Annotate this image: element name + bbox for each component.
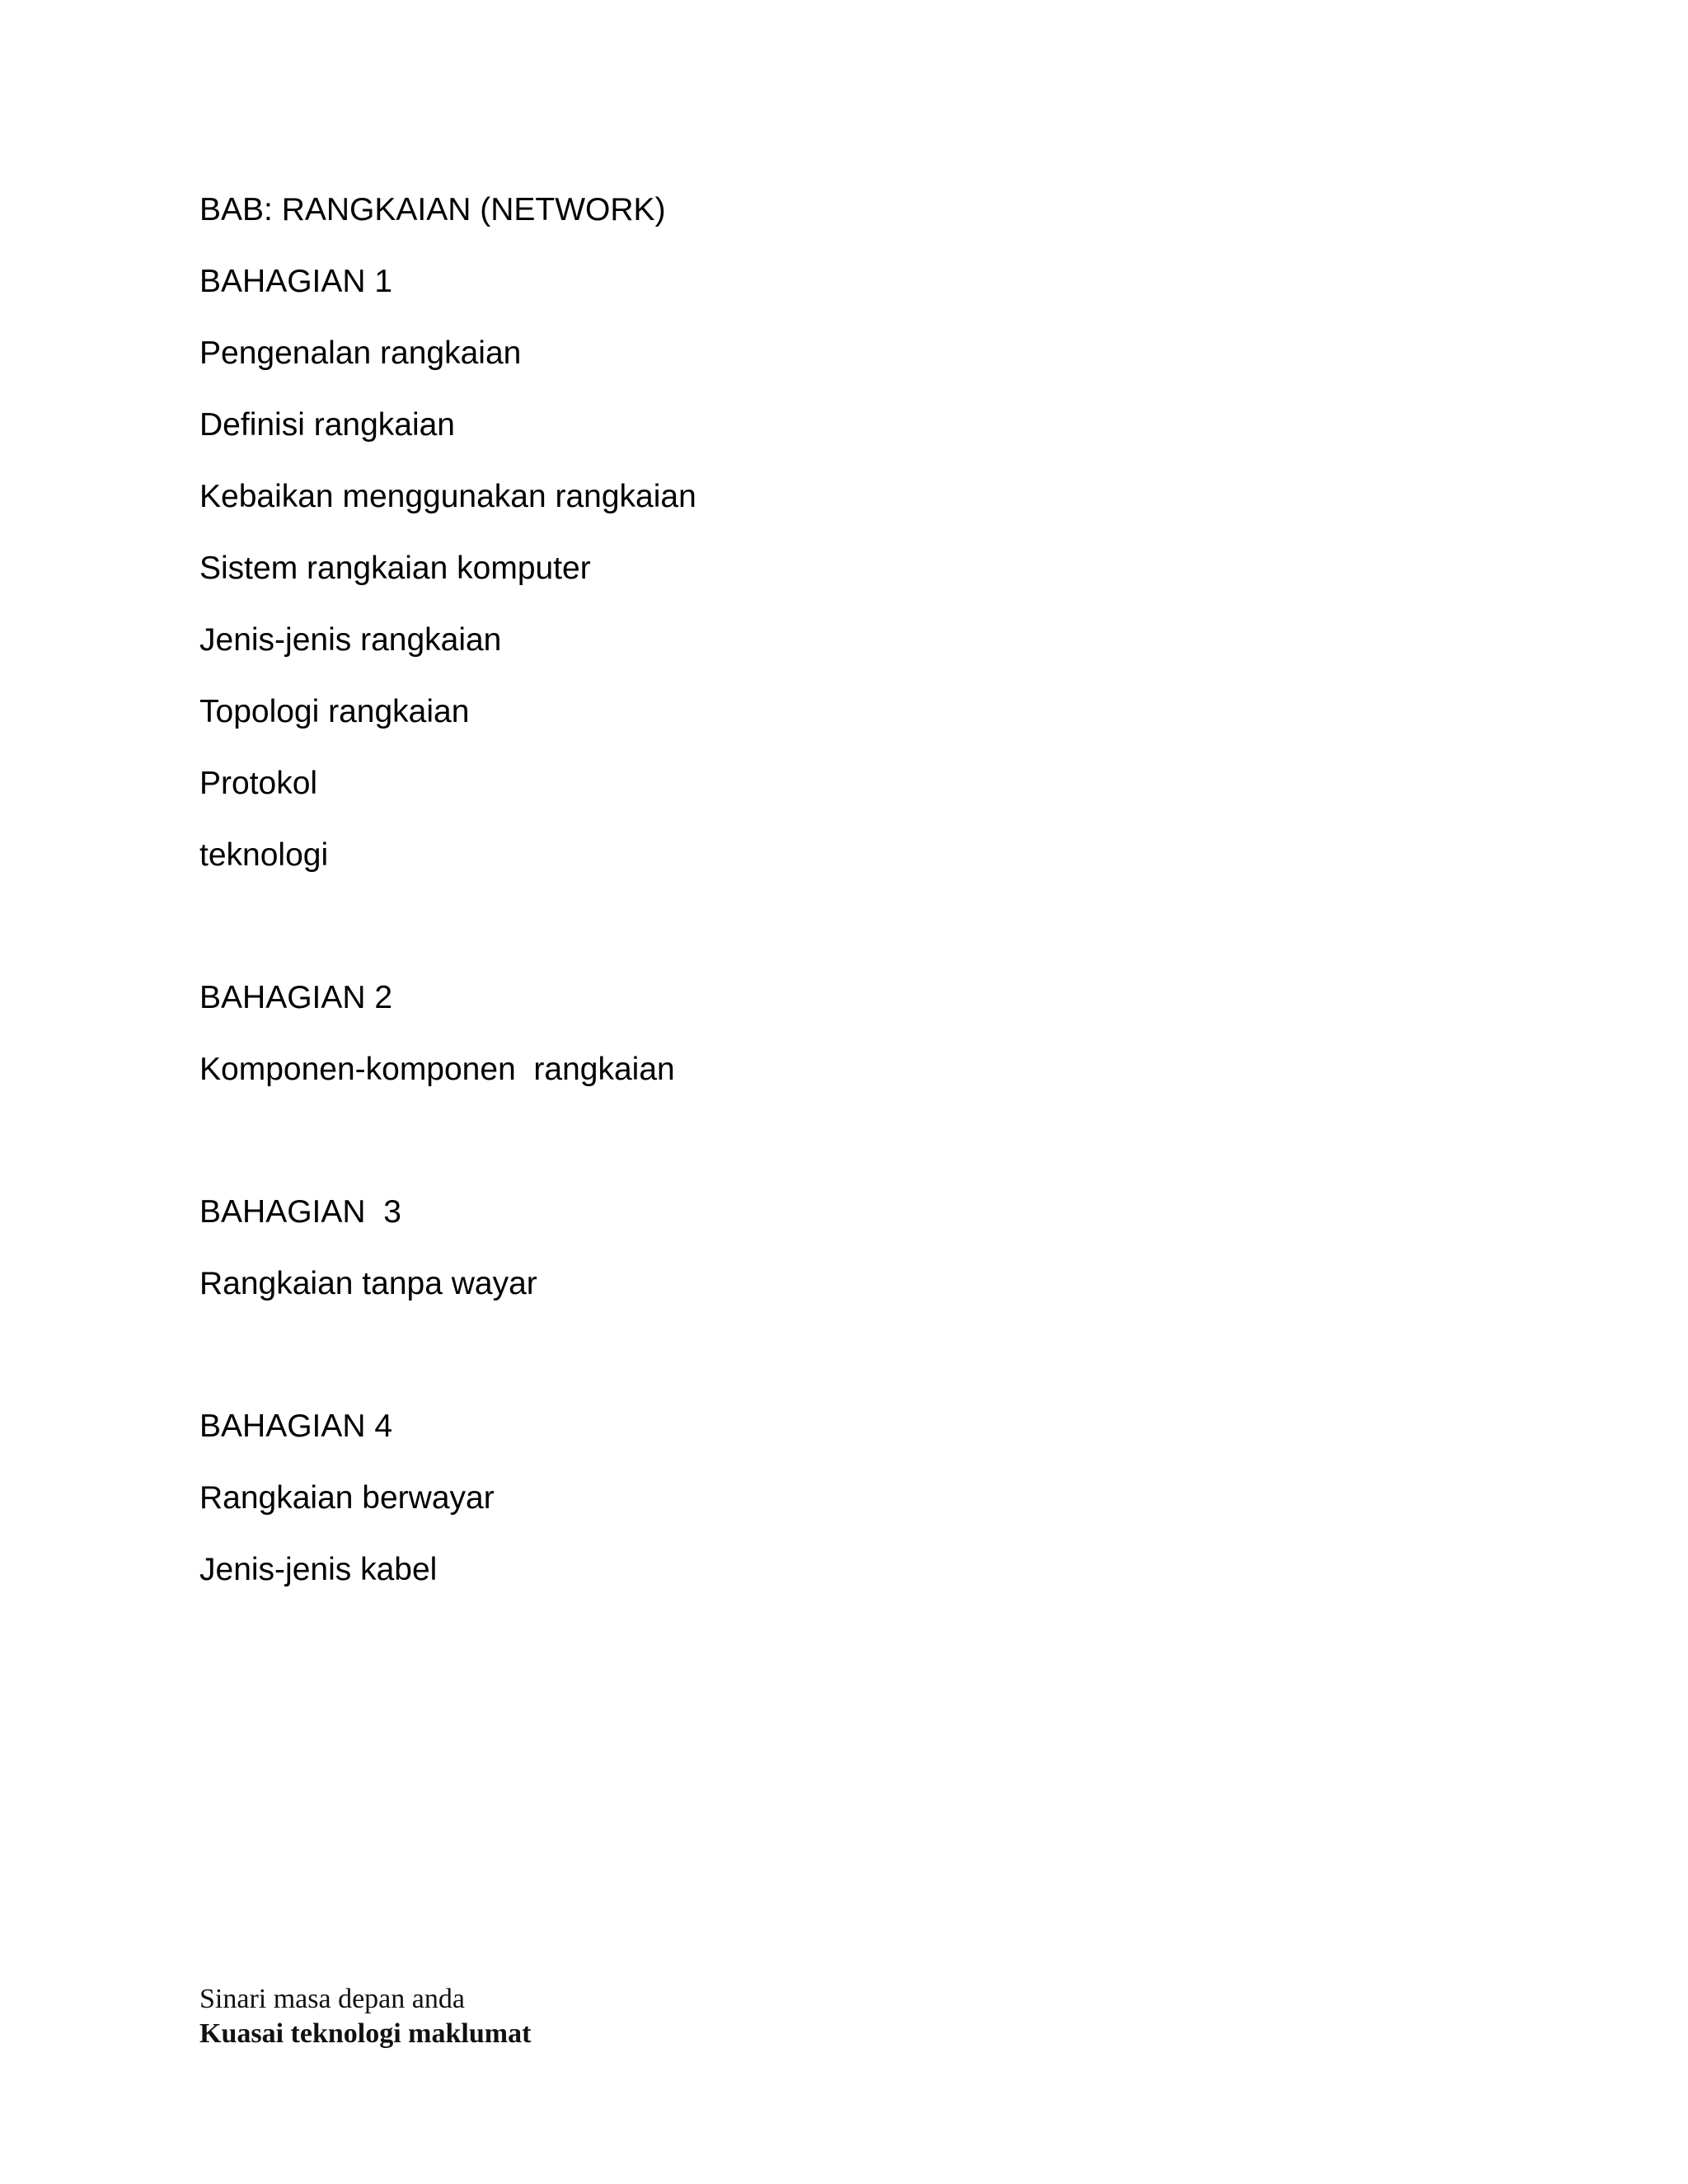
section-item: Protokol (199, 766, 318, 801)
section-heading: BAHAGIAN 3 (199, 1194, 401, 1230)
section-item: Definisi rangkaian (199, 407, 456, 443)
section-item: Pengenalan rangkaian (199, 335, 522, 371)
section-item: Sistem rangkaian komputer (199, 551, 591, 586)
section-item: Rangkaian berwayar (199, 1480, 495, 1516)
footer-tagline: Sinari masa depan anda (199, 1984, 465, 2014)
section-heading: BAHAGIAN 4 (199, 1408, 393, 1444)
document-content (199, 190, 1601, 1621)
document-title: BAB: RANGKAIAN (NETWORK) (199, 192, 666, 227)
footer-slogan: Kuasai teknologi maklumat (199, 2018, 532, 2049)
section-heading: BAHAGIAN 2 (199, 980, 393, 1015)
section-item: teknologi (199, 837, 329, 873)
section-item: Jenis-jenis kabel (199, 1552, 438, 1587)
section-item: Kebaikan menggunakan rangkaian (199, 479, 696, 514)
section-heading: BAHAGIAN 1 (199, 264, 393, 299)
section-item: Jenis-jenis rangkaian (199, 622, 502, 658)
section-item: Rangkaian tanpa wayar (199, 1266, 537, 1301)
page-footer (199, 1982, 531, 2051)
section-item: Komponen-komponen rangkaian (199, 1052, 675, 1087)
section-item: Topologi rangkaian (199, 694, 470, 729)
